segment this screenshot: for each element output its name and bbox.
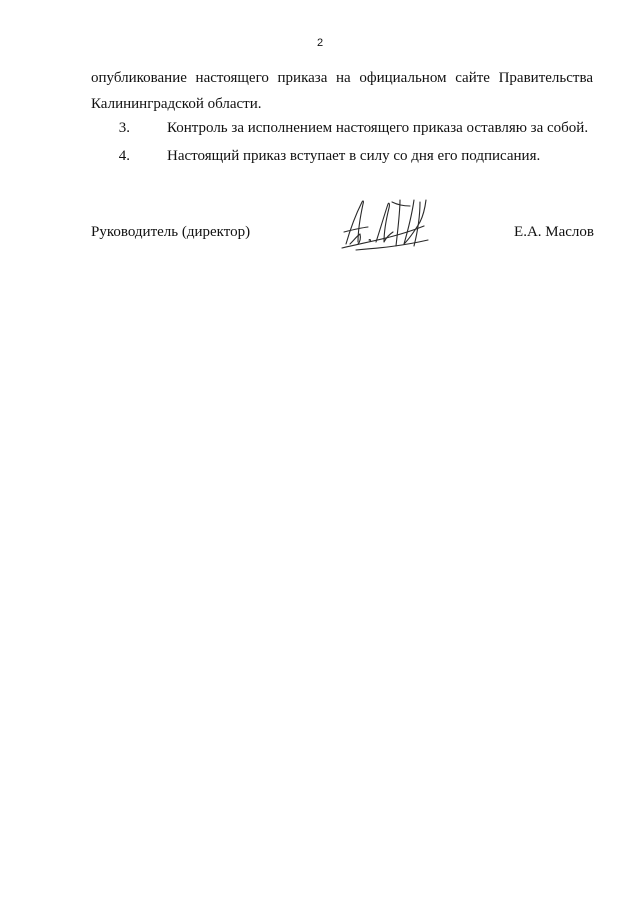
list-item-text: Контроль за исполнением настоящего приказа оставляю за собой. xyxy=(167,120,589,136)
list-item-3 xyxy=(91,117,601,139)
signatory-title: Руководитель (директор) xyxy=(91,224,251,240)
signatory-name: Е.А. Маслов xyxy=(514,224,594,240)
handwritten-signature-icon xyxy=(336,192,436,254)
list-item-text: Настоящий приказ вступает в силу со дня его подписания. xyxy=(167,148,541,164)
paragraph-continuation-line-2: Калининградской области. xyxy=(91,96,262,112)
list-item-number: 4. xyxy=(118,148,130,164)
page-number: 2 xyxy=(316,37,324,49)
paragraph-continuation-line-1: опубликование настоящего приказа на официальном сайте Правительства xyxy=(91,70,593,86)
list-item-4 xyxy=(91,145,601,167)
list-item-number: 3. xyxy=(118,120,130,136)
